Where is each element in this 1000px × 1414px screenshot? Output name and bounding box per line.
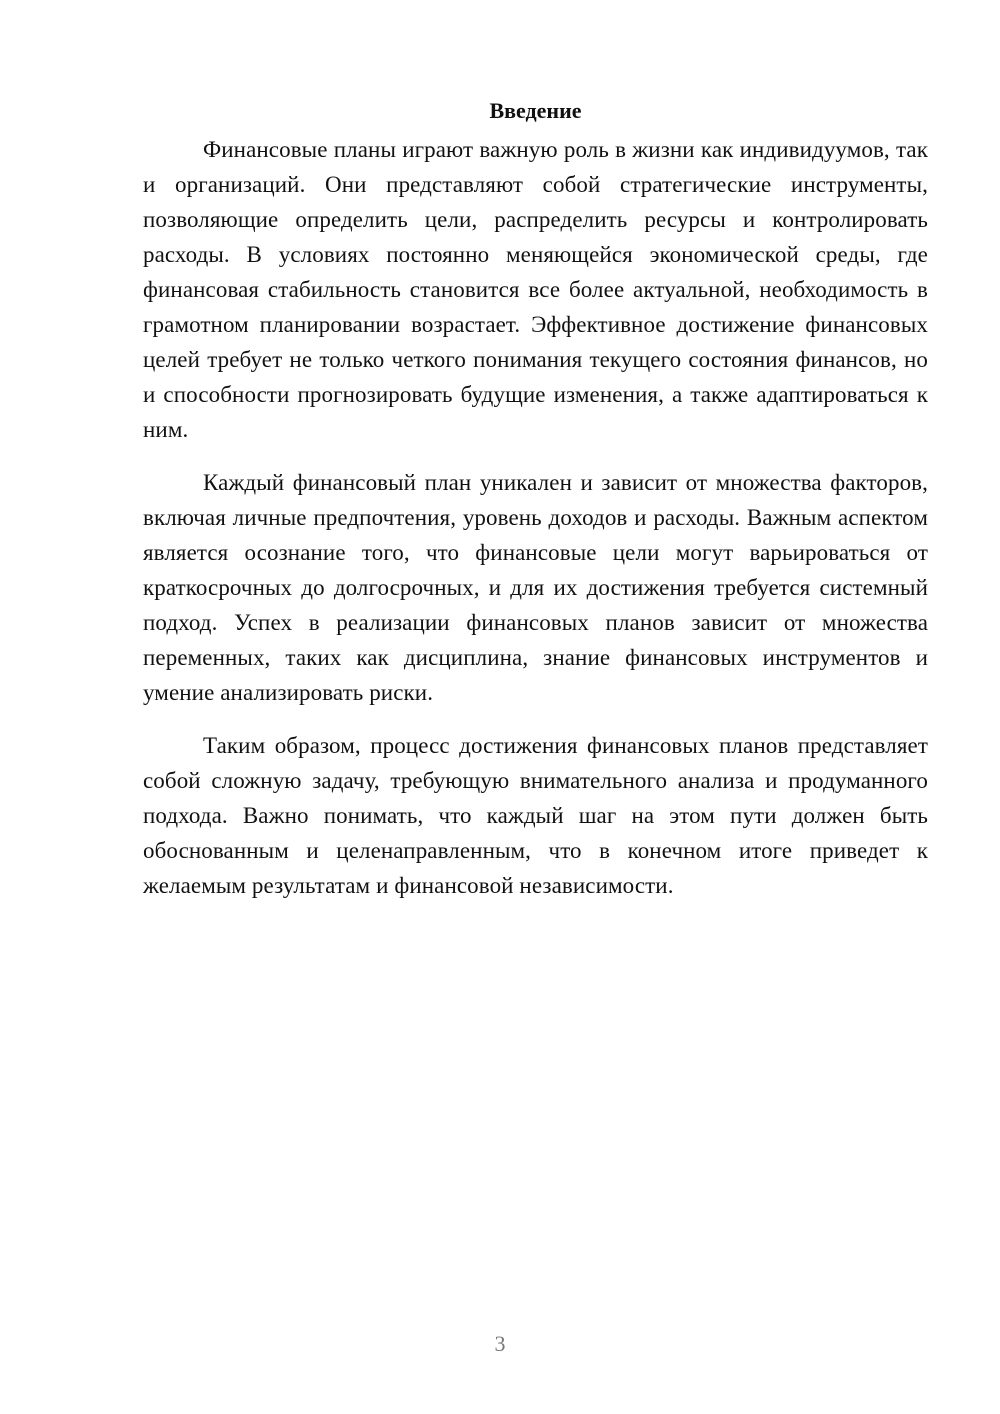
- section-title: Введение: [489, 98, 582, 123]
- paragraph-2: Каждый финансовый план уникален и зависит от множества факторов, включая личные предпочтения, уровень доходов и расходы. Важным аспектом является осознание того, что финансовые цели могут варьироваться от краткосрочных до долгосрочных, и для их достижения требуется системный подход. Успех в реализации финансовых планов зависит от множества переменных, таких как дисциплина, знание финансовых инструментов и умение анализировать риски.: [143, 470, 928, 705]
- page-number: 3: [494, 1331, 506, 1356]
- page-content: [143, 96, 928, 921]
- paragraph-1: Финансовые планы играют важную роль в жизни как индивидуумов, так и организаций. Они представляют собой стратегические инструменты, позволяющие определить цели, распределить ресурсы и контролировать расходы. В условиях постоянно меняющейся экономической среды, где финансовая стабильность становится все более актуальной, необходимость в грамотном планировании возрастает. Эффективное достижение финансовых целей требует не только четкого понимания текущего состояния финансов, но и способности прогнозировать будущие изменения, а также адаптироваться к ним.: [143, 137, 928, 442]
- paragraph-3: Таким образом, процесс достижения финансовых планов представляет собой сложную задачу, требующую внимательного анализа и продуманного подхода. Важно понимать, что каждый шаг на этом пути должен быть обоснованным и целенаправленным, что в конечном итоге приведет к желаемым результатам и финансовой независимости.: [143, 733, 928, 898]
